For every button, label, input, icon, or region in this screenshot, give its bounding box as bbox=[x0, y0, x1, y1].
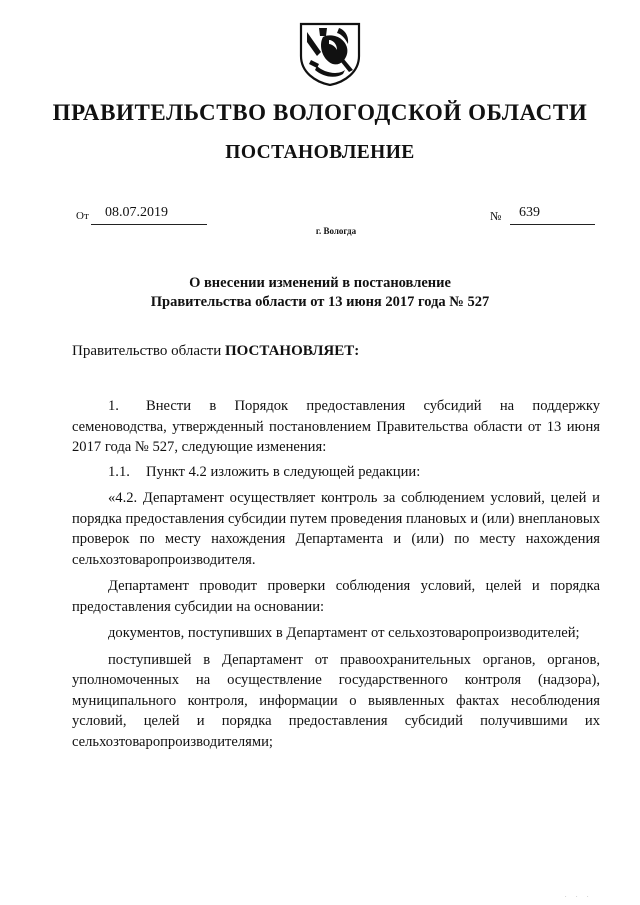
vologda-coat-of-arms-icon bbox=[299, 22, 361, 86]
decree-statement bbox=[72, 343, 359, 360]
subject-line-2: Правительства области от 13 июня 2017 года № 527 bbox=[150, 294, 490, 310]
paragraph-inspections: Департамент проводит проверки соблюдения условий, целей и порядка предоставления субсидии на основании: bbox=[72, 578, 600, 615]
document-number: 639 bbox=[510, 205, 595, 225]
scan-artifact: . . . bbox=[565, 893, 593, 899]
paragraph-documents: документов, поступивших в Департамент от сельхозтоваропроизводителей; bbox=[108, 625, 580, 641]
item-1 bbox=[72, 396, 600, 458]
item-1-1-text: Пункт 4.2 изложить в следующей редакции: bbox=[146, 463, 421, 480]
number-label: № bbox=[490, 209, 502, 223]
date-label: От bbox=[76, 210, 89, 222]
paragraph-information: поступившей в Департамент от правоохранительных органов, органов, уполномоченных на осуществление государственного контроля (надзора), муниципального контроля, информации о выявленных фактах несоблюдения условий, целей и порядка предоставления субсидий получившими их сельхозтоваропроизводителями; bbox=[72, 651, 600, 750]
decree-prefix: Правительство области bbox=[72, 343, 222, 359]
decree-verb: ПОСТАНОВЛЯЕТ: bbox=[224, 343, 360, 359]
paragraph-4-2: «4.2. Департамент осуществляет контроль за соблюдением условий, целей и порядка предоставления субсидии путем проведения плановых и (или) внеплановых проверок по месту нахождения Департамента и (или) по месту нахождения сельхозтоваропроизводителя. bbox=[72, 490, 600, 568]
item-1-number: 1. bbox=[108, 398, 119, 414]
document-body bbox=[72, 396, 600, 758]
document-type-title: ПОСТАНОВЛЕНИЕ bbox=[225, 142, 415, 163]
document-subject bbox=[0, 274, 640, 312]
government-title: ПРАВИТЕЛЬСТВО ВОЛОГОДСКОЙ ОБЛАСТИ bbox=[52, 100, 588, 125]
item-1-1 bbox=[72, 462, 600, 483]
item-1-text: Внести в Порядок предоставления субсидий на поддержку семеноводства, утвержденный постановлением Правительства области от 13 июня 2017 года № 527, следующие изменения: bbox=[72, 398, 600, 455]
document-date: 08.07.2019 bbox=[91, 205, 207, 225]
city-label: г. Вологда bbox=[315, 226, 357, 236]
subject-line-1: О внесении изменений в постановление bbox=[189, 275, 451, 291]
item-1-1-number: 1.1. bbox=[108, 463, 130, 480]
